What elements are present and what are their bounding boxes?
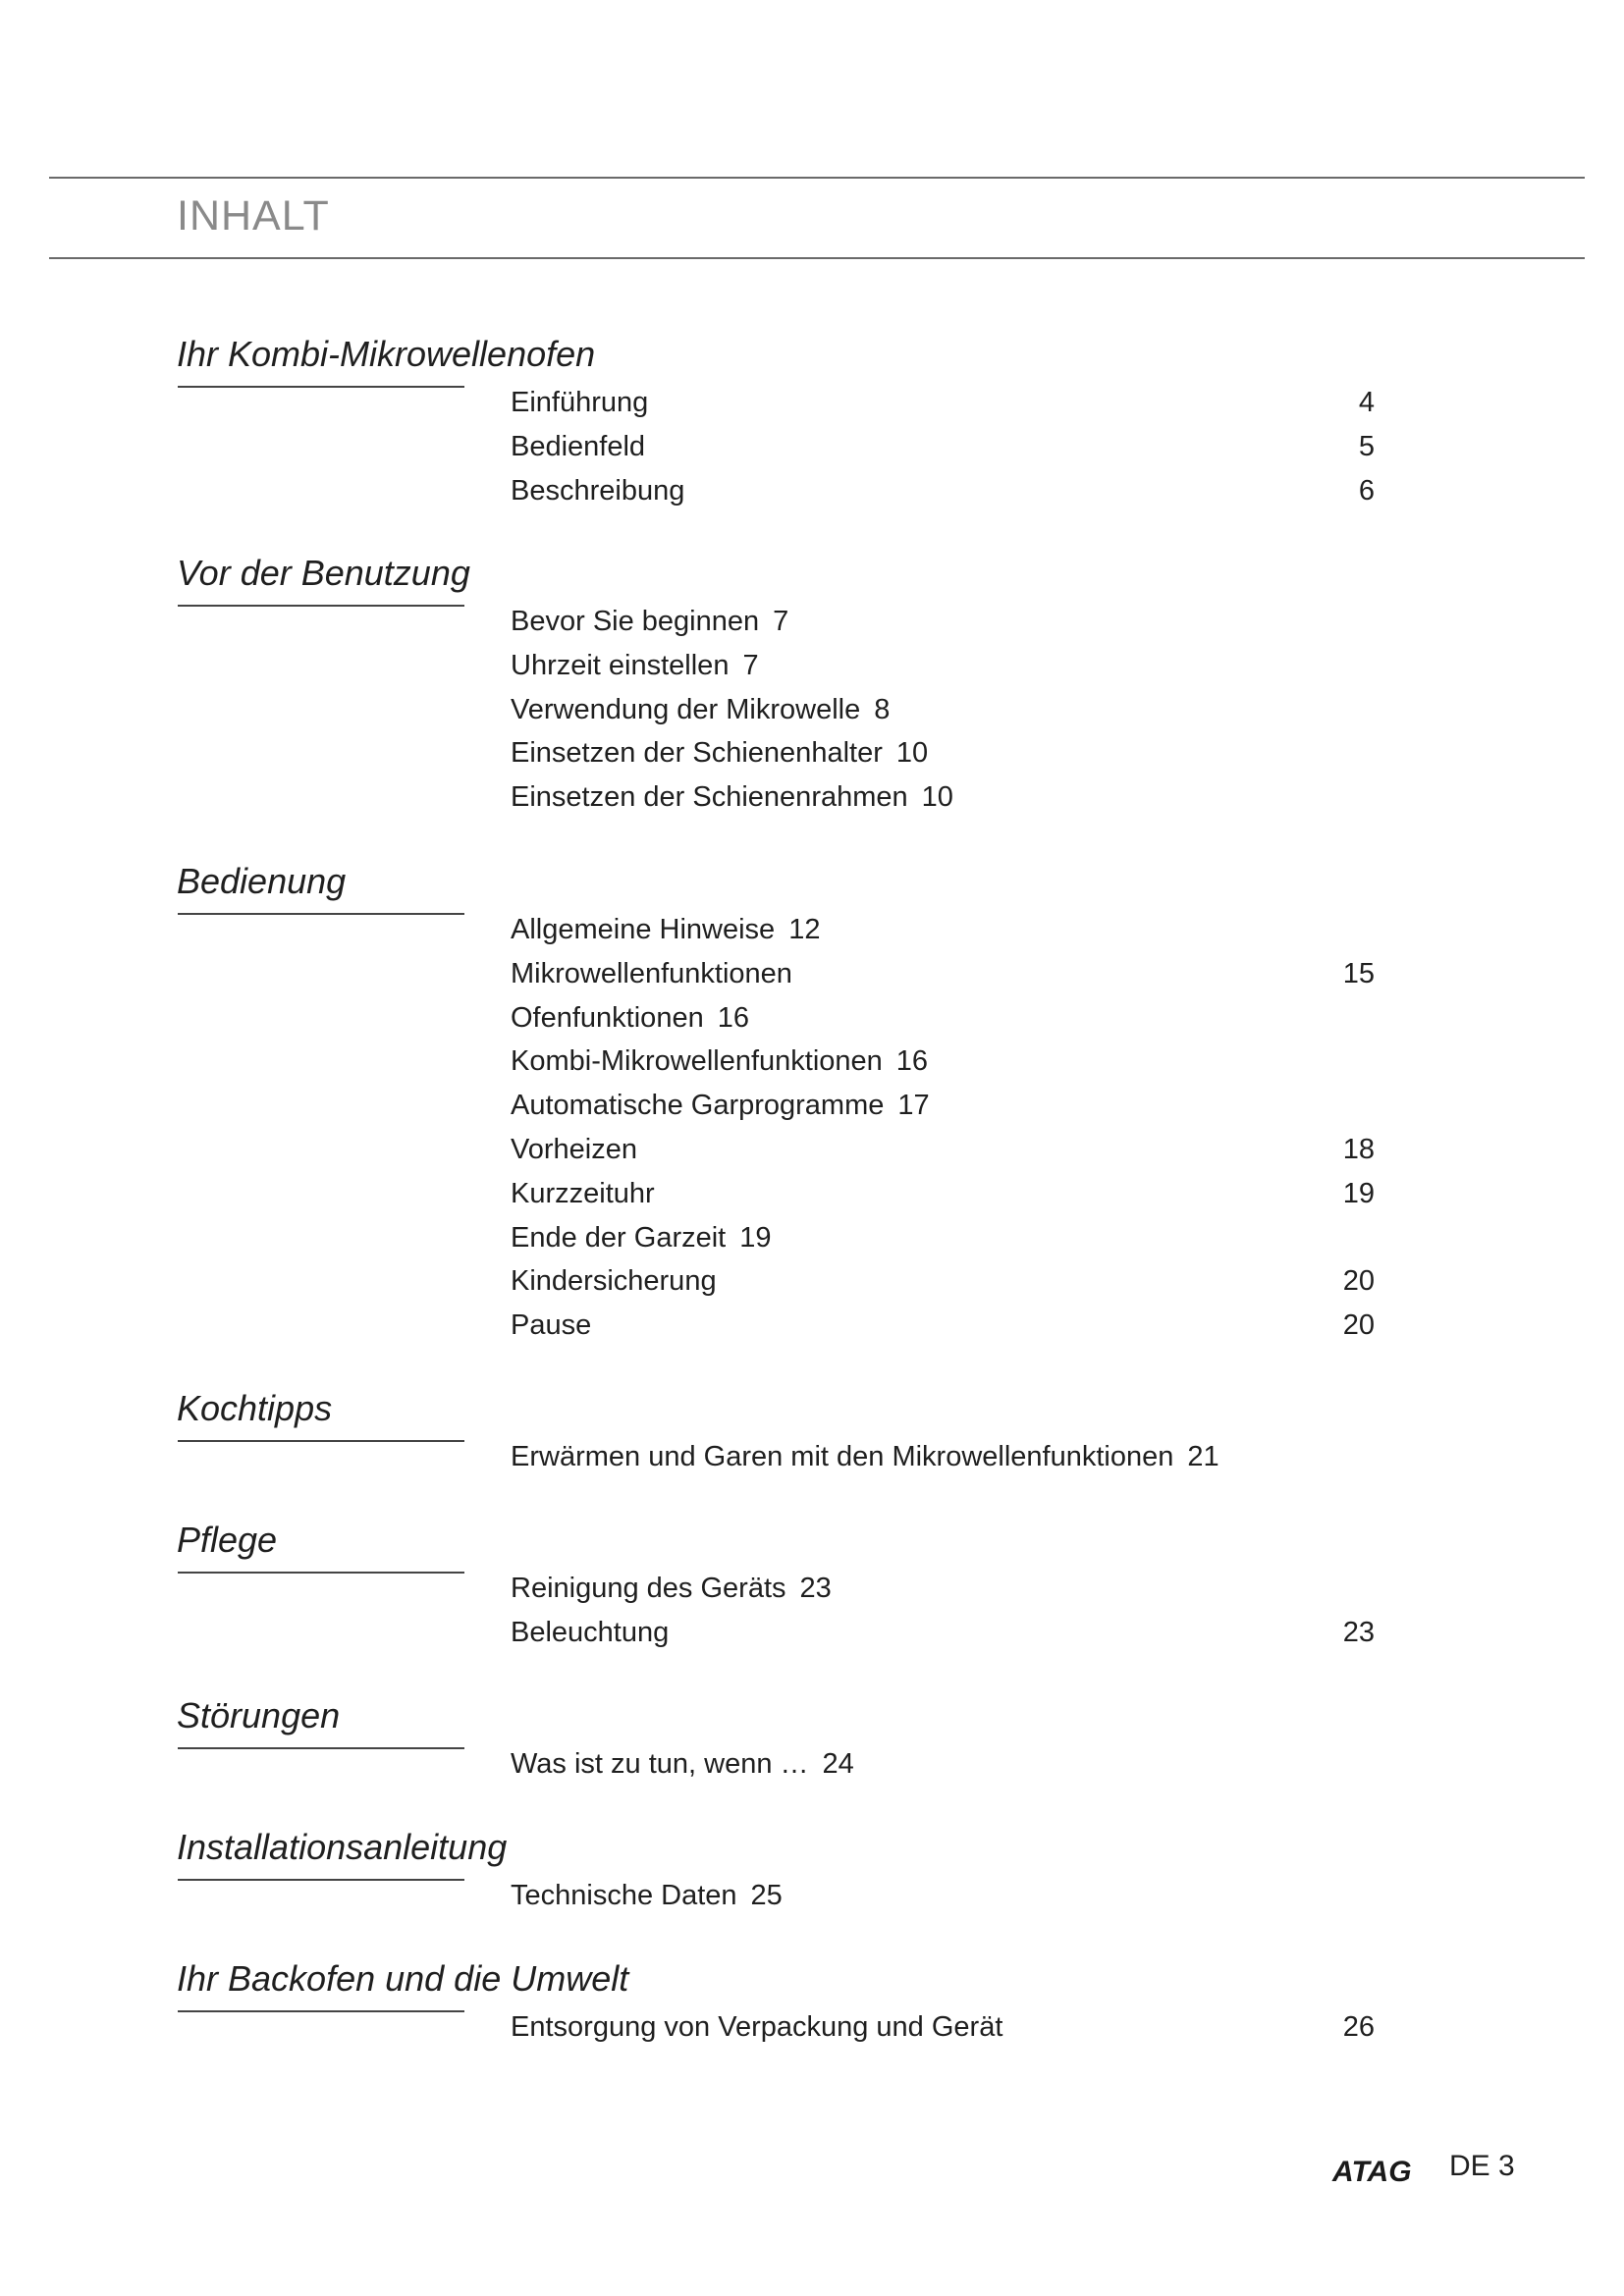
toc-entry-title: Reinigung des Geräts <box>511 1573 786 1604</box>
toc-entry-title: Bedienfeld <box>511 430 646 462</box>
toc-entry-title: Ende der Garzeit <box>511 1221 727 1254</box>
section-title: Bedienung <box>177 861 347 901</box>
section-underline <box>178 1572 464 1574</box>
toc-entry <box>511 646 1375 685</box>
toc-entry-title: Ofenfunktionen <box>511 1001 704 1034</box>
toc-entry-page: 19 <box>1342 1177 1375 1209</box>
toc-entry-page: 15 <box>1342 957 1375 989</box>
toc-entry-title: Einsetzen der Schienenhalter <box>511 737 883 770</box>
toc-entry <box>511 1174 1375 1213</box>
toc-entry-page: 23 <box>799 1573 832 1604</box>
toc-entry-page: 5 <box>1358 430 1375 462</box>
toc-entry-page: 7 <box>773 606 789 637</box>
toc-entry-page: 20 <box>1342 1265 1375 1298</box>
toc-entry-page: 6 <box>1358 474 1375 507</box>
toc-entry <box>511 1306 1375 1345</box>
toc-entry-title: Kurzzeituhr <box>511 1177 655 1209</box>
toc-entry-title: Einführung <box>511 387 649 418</box>
section-title: Ihr Backofen und die Umwelt <box>177 1958 629 1999</box>
section-title: Pflege <box>177 1520 278 1560</box>
toc-entry-page: 26 <box>1342 2011 1375 2043</box>
section-underline <box>178 1440 464 1442</box>
toc-entry-page: 7 <box>742 649 759 681</box>
toc-entry <box>511 383 1375 422</box>
toc-entry <box>511 1876 1375 1915</box>
toc-entry-page: 18 <box>1342 1134 1375 1165</box>
toc-entry <box>511 1218 1375 1257</box>
brand-logo: ATAG <box>1332 2156 1412 2188</box>
toc-entry <box>511 427 1375 466</box>
toc-entry <box>511 954 1375 993</box>
toc-entry <box>511 2007 1375 2047</box>
toc-entry <box>511 602 1375 641</box>
toc-entry-page: 21 <box>1187 1441 1219 1472</box>
toc-entry-page: 23 <box>1342 1616 1375 1648</box>
toc-entry <box>511 690 1375 729</box>
section-title: Installationsanleitung <box>177 1827 508 1867</box>
toc-entry-title: Beleuchtung <box>511 1616 670 1648</box>
toc-entry <box>511 998 1375 1038</box>
toc-entry-page: 16 <box>895 1045 929 1078</box>
toc-entry <box>511 733 1375 773</box>
toc-entry <box>511 1086 1375 1125</box>
toc-entry <box>511 1130 1375 1169</box>
toc-entry-page: 8 <box>874 693 891 725</box>
toc-entry <box>511 777 1375 817</box>
toc-entry <box>511 1261 1375 1301</box>
toc-entry <box>511 1744 1375 1784</box>
section-underline <box>178 913 464 915</box>
toc-entry-page: 4 <box>1358 387 1375 418</box>
section-underline <box>178 1747 464 1749</box>
toc-entry <box>511 471 1375 510</box>
section-title: Kochtipps <box>177 1388 333 1428</box>
header-bottom-rule <box>49 257 1585 259</box>
toc-entry-page: 16 <box>717 1001 749 1034</box>
section-underline <box>178 605 464 607</box>
toc-entry-page: 19 <box>739 1221 772 1254</box>
toc-entry-title: Automatische Garprogramme <box>511 1090 885 1122</box>
section-title: Vor der Benutzung <box>177 553 470 593</box>
section-underline <box>178 1879 464 1881</box>
toc-entry-title: Uhrzeit einstellen <box>511 649 730 681</box>
toc-entry-page: 12 <box>788 914 821 945</box>
toc-entry-title: Bevor Sie beginnen <box>511 606 760 637</box>
toc-entry-title: Technische Daten <box>511 1880 737 1911</box>
toc-entry-page: 24 <box>822 1748 854 1780</box>
toc-entry-page: 17 <box>897 1090 930 1122</box>
toc-entry-page: 20 <box>1342 1309 1375 1342</box>
page-number: DE 3 <box>1449 2150 1515 2182</box>
page-title: INHALT <box>177 192 330 240</box>
toc-entry <box>511 1437 1375 1476</box>
toc-entry-title: Kombi-Mikrowellenfunktionen <box>511 1045 883 1078</box>
toc-entry-title: Einsetzen der Schienenrahmen <box>511 781 908 814</box>
toc-entry <box>511 1041 1375 1081</box>
section-title: Ihr Kombi-Mikrowellenofen <box>177 334 596 374</box>
toc-entry-title: Entsorgung von Verpackung und Gerät <box>511 2011 1003 2043</box>
toc-entry-title: Was ist zu tun, wenn … <box>511 1748 809 1780</box>
section-title: Störungen <box>177 1695 341 1735</box>
section-underline <box>178 386 464 388</box>
toc-entry <box>511 1569 1375 1608</box>
toc-entry-title: Mikrowellenfunktionen <box>511 957 792 989</box>
toc-entry-title: Kindersicherung <box>511 1265 717 1298</box>
toc-entry-title: Pause <box>511 1309 592 1342</box>
toc-entry-title: Erwärmen und Garen mit den Mikrowellenfunktionen <box>511 1441 1174 1472</box>
toc-entry <box>511 1613 1375 1652</box>
toc-entry-title: Allgemeine Hinweise <box>511 914 776 945</box>
toc-entry-title: Verwendung der Mikrowelle <box>511 693 861 725</box>
section-underline <box>178 2010 464 2012</box>
toc-entry <box>511 910 1375 949</box>
toc-entry-title: Beschreibung <box>511 474 685 507</box>
toc-entry-page: 25 <box>750 1880 783 1911</box>
toc-entry-page: 10 <box>895 737 929 770</box>
header-top-rule <box>49 177 1585 179</box>
toc-entry-page: 10 <box>921 781 953 814</box>
toc-entry-title: Vorheizen <box>511 1134 637 1165</box>
